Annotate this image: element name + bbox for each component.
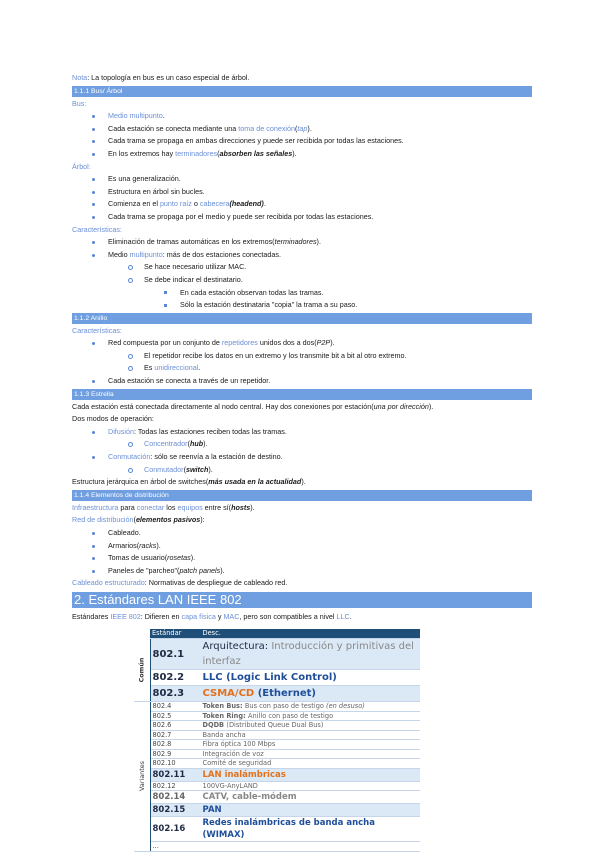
- paragraph: Estándares IEEE 802: Difieren en capa física y MAC, pero son compatibles a nivel LLC.: [72, 611, 352, 621]
- table-row: 802.7 Banda ancha: [134, 730, 420, 740]
- section-header-bus-arbol: 1.1.1 Bus/ Árbol: [72, 86, 532, 97]
- arbol-title: Árbol:: [72, 161, 91, 171]
- caracteristicas-title: Características:: [72, 224, 122, 234]
- table-row: 802.15 PAN: [134, 804, 420, 817]
- list-item: Cada trama se propaga por el medio y puede ser recibida por todas las estaciones.: [72, 211, 532, 224]
- column-header-estandar: Estándar: [150, 629, 201, 639]
- list-item: Comienza en el punto raíz o cabecera(headend).: [72, 198, 532, 211]
- table-row: 802.10 Comité de seguridad: [134, 759, 420, 769]
- table-row: 802.3 CSMA/CD (Ethernet): [134, 686, 420, 702]
- table-row: 802.6 DQDB (Distributed Queue Dual Bus): [134, 721, 420, 731]
- list-item: Se debe indicar el destinatario.: [72, 274, 532, 287]
- table-row: 802.11 LAN inalámbricas: [134, 768, 420, 781]
- list-item: Cada trama se propaga en ambas direcciones y puede ser recibida por todas las estaciones.: [72, 135, 532, 148]
- list-item: Medio multipunto: más de dos estaciones conectadas.: [72, 249, 532, 262]
- list-item: Conmutación: sólo se reenvía a la estación de destino.: [72, 451, 532, 464]
- section-header-anillo: 1.1.2 Anillo: [72, 313, 532, 324]
- paragraph: Infraestructura para conectar los equipos entre sí(hosts).: [72, 502, 255, 512]
- table-row: 802.8 Fibra óptica 100 Mbps: [134, 740, 420, 750]
- table-row: 802.2 LLC (Logic Link Control): [134, 670, 420, 686]
- table-row: 802.14 CATV, cable-módem: [134, 791, 420, 804]
- paragraph: Cada estación está conectada directamente al nodo central. Hay dos conexiones por estación(una por dirección).: [72, 401, 434, 411]
- list-item: Conmutador(switch).: [72, 464, 532, 477]
- list-item: Tomas de usuario(rosetas).: [72, 552, 532, 565]
- list-item: Se hace necesario utilizar MAC.: [72, 261, 532, 274]
- list-item: Cada estación se conecta mediante una toma de conexión(tap).: [72, 123, 532, 136]
- list-item: Paneles de "parcheo"(patch panels).: [72, 565, 532, 578]
- ieee802-table: [134, 629, 420, 852]
- list-item: Cableado.: [72, 527, 532, 540]
- table-row: 802.16 Redes inalámbricas de banda ancha (WIMAX): [134, 817, 420, 842]
- group-label-comun: Común: [137, 657, 146, 683]
- list-item: Es unidireccional.: [72, 362, 532, 375]
- bus-title: Bus:: [72, 98, 87, 108]
- paragraph: Cableado estructurado: Normativas de despliegue de cableado red.: [72, 578, 288, 588]
- table-row: 802.5 Token Ring: Anillo con paso de testigo: [134, 711, 420, 721]
- table-row: Común 802.1 Arquitectura: Introducción y primitivas del interfaz: [134, 639, 420, 670]
- list-item: En los extremos hay terminadores(absorben las señales).: [72, 148, 532, 161]
- list-item: Eliminación de tramas automáticas en los extremos(terminadores).: [72, 236, 532, 249]
- paragraph: Estructura jerárquica en árbol de switches(más usada en la actualidad).: [72, 477, 306, 487]
- list-item: Cada estación se conecta a través de un repetidor.: [72, 375, 532, 388]
- list-item: Es una generalización.: [72, 173, 532, 186]
- list-item: En cada estación observan todas las tramas.: [72, 287, 532, 300]
- list-item: El repetidor recibe los datos en un extremo y los transmite bit a bit al otro extremo.: [72, 350, 532, 363]
- table-row: ...: [134, 842, 420, 852]
- group-label-variantes: Variantes: [137, 761, 146, 792]
- list-item: Sólo la estación destinataria "copia" la trama a su paso.: [72, 299, 532, 312]
- list-item: Concentrador(hub).: [72, 438, 532, 451]
- list-item: Difusión: Todas las estaciones reciben todas las tramas.: [72, 426, 532, 439]
- section-header-distribucion: 1.1.4 Elementos de distribución: [72, 490, 532, 501]
- note-line: [72, 72, 532, 85]
- note-label: Nota: [72, 73, 88, 82]
- list-item: Medio multipunto.: [72, 110, 532, 123]
- table-row: 802.12 100VG-AnyLAND: [134, 781, 420, 791]
- list-item: Red compuesta por un conjunto de repetidores unidos dos a dos(P2P).: [72, 337, 532, 350]
- list-item: Estructura en árbol sin bucles.: [72, 186, 532, 199]
- section-header-estrella: 1.1.3 Estrella: [72, 389, 532, 400]
- list-item: Armarios(racks).: [72, 540, 532, 553]
- note-text: : La topología en bus es un caso especial de árbol.: [87, 73, 250, 82]
- table-row: 802.9 Integración de voz: [134, 749, 420, 759]
- paragraph: Red de distribución(elementos pasivos):: [72, 515, 205, 525]
- column-header-desc: Desc.: [201, 629, 421, 639]
- table-row: Variantes 802.4 Token Bus: Bus con paso de testigo (en desuso): [134, 702, 420, 712]
- section-heading-estandares: 2. Estándares LAN IEEE 802: [72, 592, 532, 608]
- document-page: [72, 72, 532, 624]
- paragraph: Dos modos de operación:: [72, 414, 154, 424]
- anillo-title: Características:: [72, 325, 122, 335]
